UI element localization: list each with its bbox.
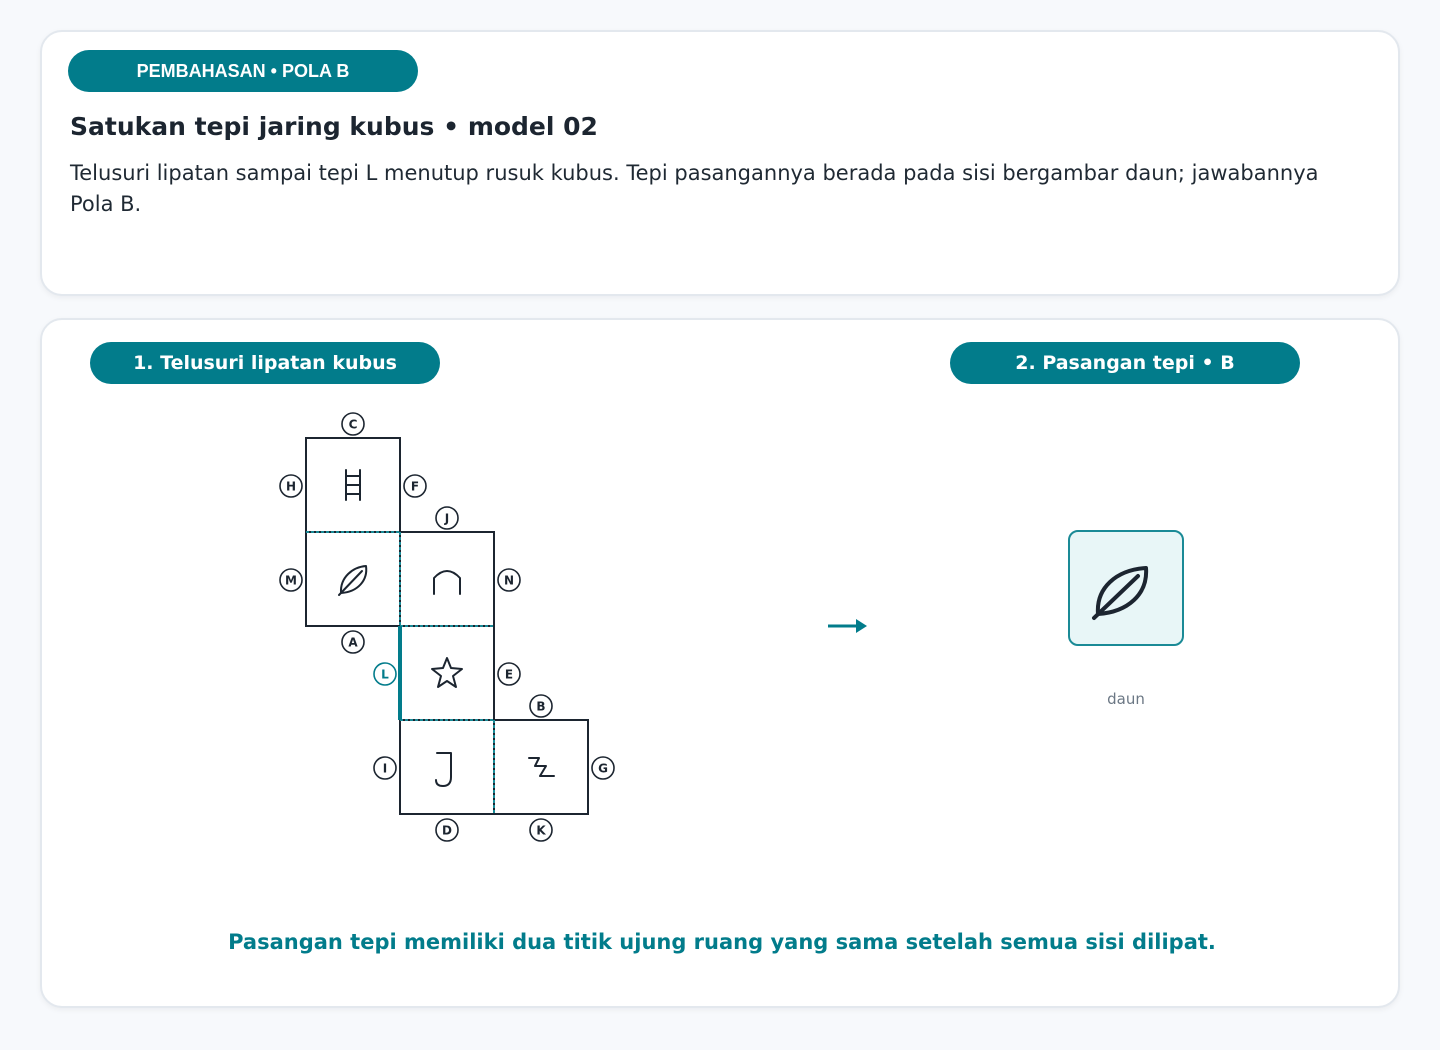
pattern-badge: PEMBAHASAN • POLA B: [68, 50, 418, 92]
arch-icon: [434, 571, 460, 594]
page-title: Satukan tepi jaring kubus • model 02: [70, 112, 598, 141]
footer-note: Pasangan tepi memiliki dua titik ujung ruang yang sama setelah semua sisi dilipat.: [228, 930, 1216, 954]
svg-text:E: E: [504, 667, 514, 682]
svg-text:C: C: [348, 417, 358, 432]
svg-text:I: I: [382, 761, 388, 776]
edge-label-d: [436, 819, 458, 841]
cube-net: [42, 320, 742, 880]
edge-label-b: [530, 695, 552, 717]
hook-icon: [436, 753, 451, 786]
arrow-icon: [826, 616, 870, 636]
svg-text:L: L: [381, 667, 389, 682]
face-star[interactable]: [400, 626, 494, 720]
leaf-icon: [339, 566, 366, 595]
diagram-card: [40, 318, 1400, 1008]
step-1-label: 1. Telusuri lipatan kubus: [90, 342, 440, 384]
edge-label-g: [592, 757, 614, 779]
svg-text:K: K: [536, 823, 546, 838]
ladder-icon: [346, 470, 360, 500]
edge-label-h: [280, 475, 302, 497]
svg-text:A: A: [348, 635, 358, 650]
matching-face-caption: daun: [1107, 690, 1145, 708]
edge-label-l: [374, 663, 396, 685]
explanation-card: [40, 30, 1400, 296]
svg-text:G: G: [598, 761, 608, 776]
face-arch[interactable]: [400, 532, 494, 626]
svg-text:N: N: [503, 573, 515, 588]
edge-label-a: [342, 631, 364, 653]
leaf-icon: [1086, 548, 1166, 628]
matching-face-tile[interactable]: [1068, 530, 1184, 646]
face-hook[interactable]: [400, 720, 494, 814]
svg-text:B: B: [536, 699, 546, 714]
edge-label-f: [404, 475, 426, 497]
step-2-label: 2. Pasangan tepi • B: [950, 342, 1300, 384]
svg-text:J: J: [444, 511, 450, 526]
svg-text:F: F: [410, 479, 420, 494]
edge-label-m: [280, 569, 302, 591]
svg-text:H: H: [285, 479, 297, 494]
svg-text:M: M: [285, 573, 297, 588]
edge-label-c: [342, 413, 364, 435]
edge-label-k: [530, 819, 552, 841]
svg-text:D: D: [442, 823, 452, 838]
edge-label-e: [498, 663, 520, 685]
description-text: Telusuri lipatan sampai tepi L menutup rusuk kubus. Tepi pasangannya berada pada sisi bergambar daun; jawabannya Pola B.: [70, 161, 1319, 216]
star-icon: [432, 658, 462, 687]
edge-label-n: [498, 569, 520, 591]
edge-label-i: [374, 757, 396, 779]
zigzag-icon: [529, 758, 554, 776]
edge-label-j: [436, 507, 458, 529]
